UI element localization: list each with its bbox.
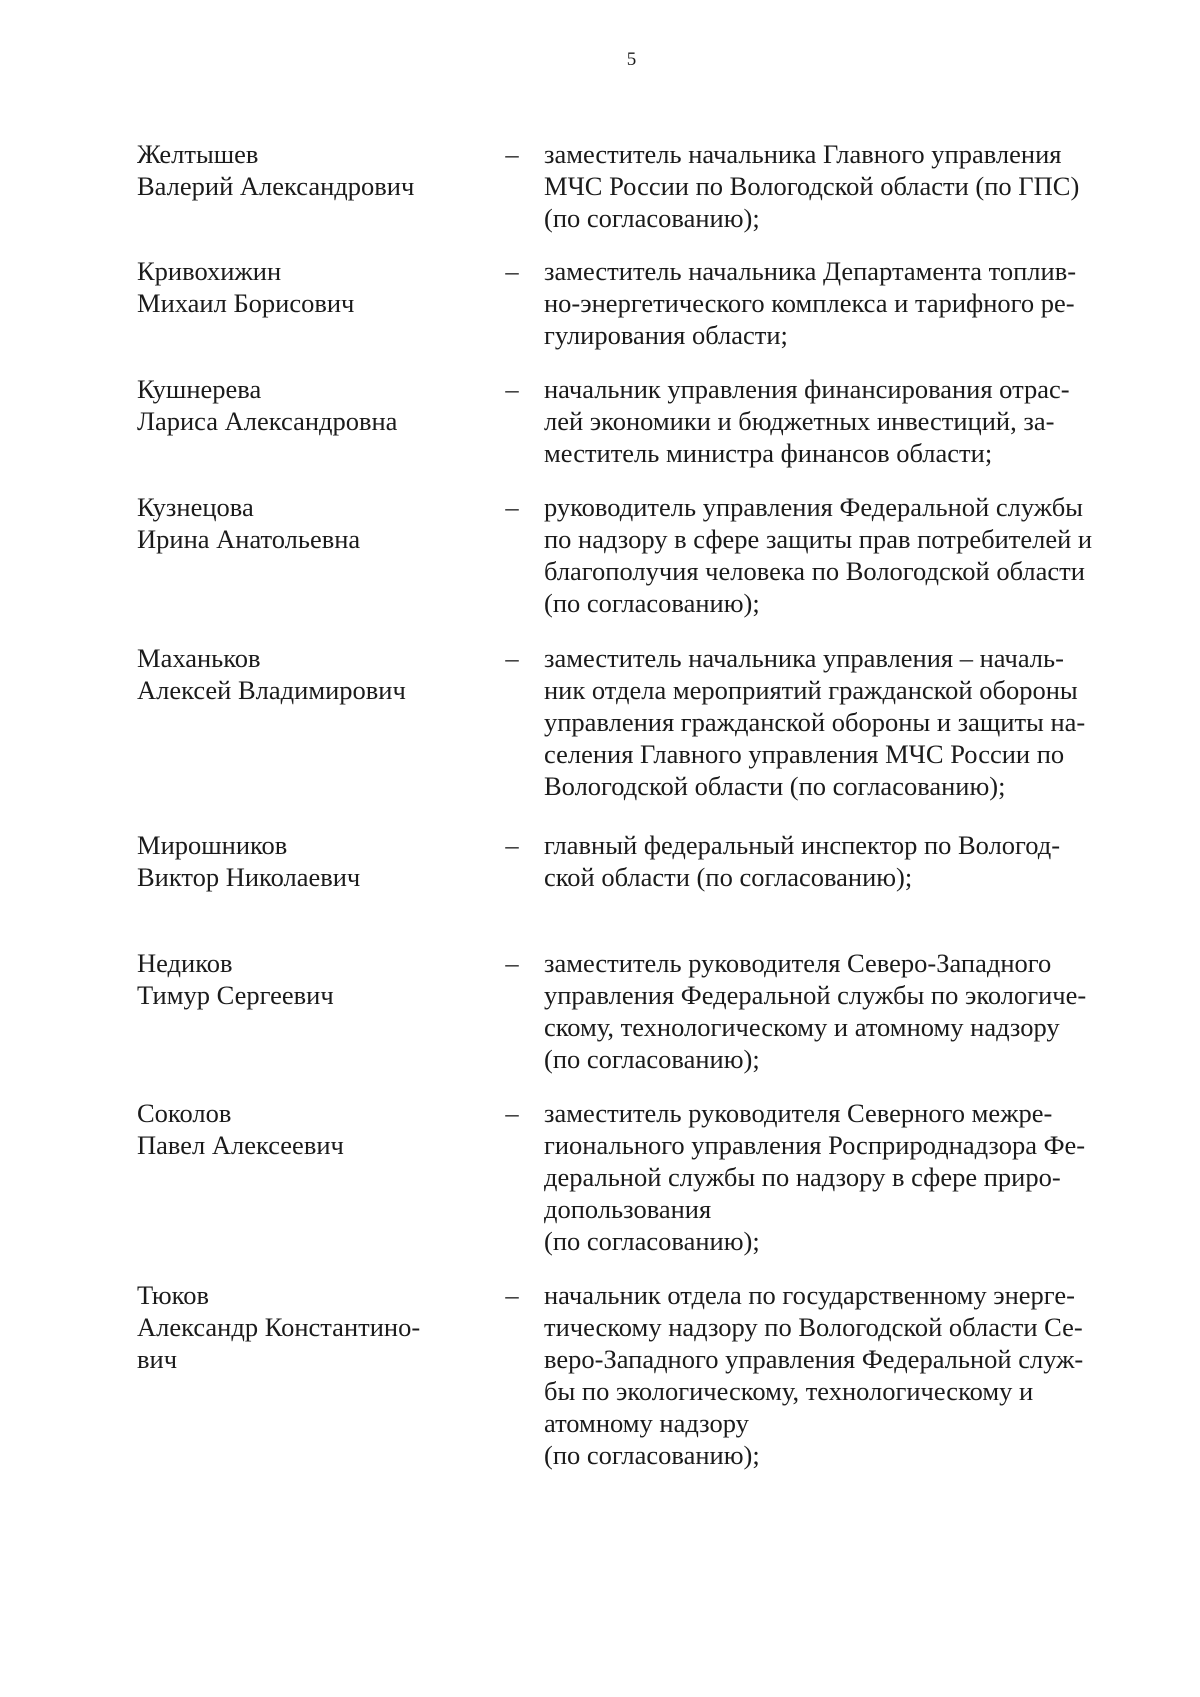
description-line: (по согласованию); (544, 588, 760, 618)
description-line: селения Главного управления МЧС России по (544, 739, 1065, 769)
description-line: бы по экологическому, технологическому и (544, 1376, 1034, 1406)
position-description (544, 255, 1144, 351)
given-names: Тимур Сергеевич (137, 980, 334, 1010)
given-names-continuation: вич (137, 1344, 178, 1374)
surname: Соколов (137, 1098, 232, 1128)
dash-separator: – (505, 1280, 519, 1310)
description-line: заместитель руководителя Северо-Западного (544, 948, 1052, 978)
given-names: Ирина Анатольевна (137, 524, 361, 554)
given-names: Михаил Борисович (137, 288, 355, 318)
dash-separator: – (505, 948, 519, 978)
description-line: веро-Западного управления Федеральной служ- (544, 1344, 1084, 1374)
description-line: лей экономики и бюджетных инвестиций, за- (544, 406, 1055, 436)
position-description (544, 642, 1144, 802)
description-line: допользования (544, 1194, 712, 1224)
description-line: гулирования области; (544, 320, 788, 350)
dash-separator: – (505, 492, 519, 522)
description-line: начальник отдела по государственному энерге- (544, 1280, 1075, 1310)
person-name (137, 1097, 467, 1161)
description-line: ской области (по согласованию); (544, 862, 913, 892)
description-line: Вологодской области (по согласованию); (544, 771, 1006, 801)
position-description (544, 373, 1144, 469)
surname: Желтышев (137, 139, 259, 169)
description-line: гионального управления Росприроднадзора Фе- (544, 1130, 1086, 1160)
position-description (544, 491, 1144, 619)
description-line: скому, технологическому и атомному надзору (544, 1012, 1060, 1042)
given-names: Алексей Владимирович (137, 675, 406, 705)
given-names: Лариса Александровна (137, 406, 398, 436)
surname: Кузнецова (137, 492, 254, 522)
description-line: по надзору в сфере защиты прав потребителей и (544, 524, 1093, 554)
description-line: деральной службы по надзору в сфере приро- (544, 1162, 1061, 1192)
dash-separator: – (505, 643, 519, 673)
description-line: (по согласованию); (544, 1044, 760, 1074)
description-line: (по согласованию); (544, 1440, 760, 1470)
person-name (137, 373, 467, 437)
given-names: Валерий Александрович (137, 171, 415, 201)
surname: Кушнерева (137, 374, 262, 404)
dash-separator: – (505, 1098, 519, 1128)
description-line: заместитель руководителя Северного межре- (544, 1098, 1053, 1128)
description-line: МЧС России по Вологодской области (по ГПС) (544, 171, 1080, 201)
description-line: заместитель начальника Главного управления (544, 139, 1062, 169)
description-line: руководитель управления Федеральной службы (544, 492, 1083, 522)
person-name (137, 138, 467, 202)
dash-separator: – (505, 374, 519, 404)
person-name (137, 491, 467, 555)
description-line: меститель министра финансов области; (544, 438, 993, 468)
description-line: (по согласованию); (544, 1226, 760, 1256)
description-line: начальник управления финансирования отрас- (544, 374, 1070, 404)
dash-separator: – (505, 830, 519, 860)
dash-separator: – (505, 256, 519, 286)
given-names: Александр Константино- (137, 1312, 421, 1342)
dash-separator: – (505, 139, 519, 169)
description-line: ник отдела мероприятий гражданской обороны (544, 675, 1078, 705)
description-line: но-энергетического комплекса и тарифного ре- (544, 288, 1075, 318)
description-line: атомному надзору (544, 1408, 749, 1438)
page-number: 5 (626, 49, 637, 70)
position-description (544, 947, 1144, 1075)
person-name (137, 642, 467, 706)
description-line: благополучия человека по Вологодской области (544, 556, 1085, 586)
person-name (137, 947, 467, 1011)
surname: Кривохижин (137, 256, 282, 286)
description-line: управления гражданской обороны и защиты на- (544, 707, 1086, 737)
position-description (544, 138, 1144, 234)
description-line: главный федеральный инспектор по Вологод- (544, 830, 1061, 860)
position-description (544, 1279, 1144, 1471)
position-description (544, 1097, 1144, 1257)
position-description (544, 829, 1144, 893)
description-line: тическому надзору по Вологодской области Се- (544, 1312, 1083, 1342)
given-names: Павел Алексеевич (137, 1130, 344, 1160)
description-line: управления Федеральной службы по экологиче- (544, 980, 1087, 1010)
surname: Маханьков (137, 643, 261, 673)
person-name (137, 829, 467, 893)
description-line: заместитель начальника управления – началь- (544, 643, 1064, 673)
person-name (137, 255, 467, 319)
person-name (137, 1279, 467, 1375)
surname: Недиков (137, 948, 233, 978)
surname: Тюков (137, 1280, 209, 1310)
description-line: заместитель начальника Департамента топлив- (544, 256, 1077, 286)
given-names: Виктор Николаевич (137, 862, 361, 892)
description-line: (по согласованию); (544, 203, 760, 233)
surname: Мирошников (137, 830, 288, 860)
